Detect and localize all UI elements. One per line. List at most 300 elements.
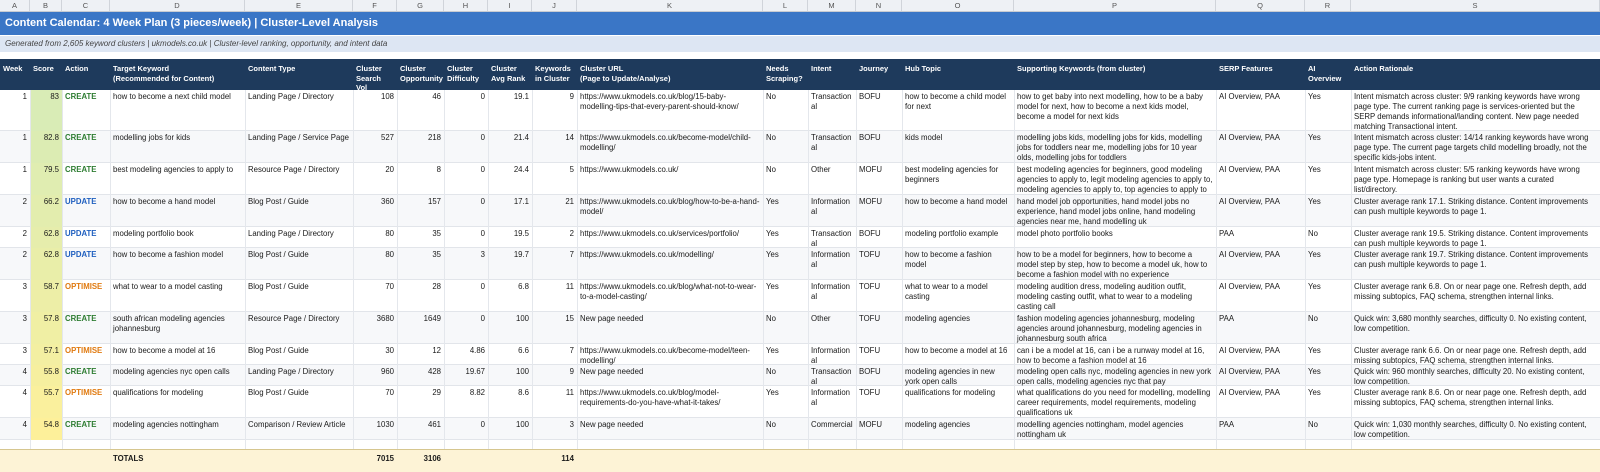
cell-week[interactable]: 2 (22, 250, 27, 259)
cell-ai[interactable]: Yes (1308, 165, 1321, 174)
column-letter-l[interactable]: L (763, 0, 808, 11)
cell-journey[interactable]: TOFU (859, 314, 881, 323)
cell-url[interactable]: https://www.ukmodels.co.uk/blog/how-to-be-a-hand-model/ (580, 197, 760, 216)
grid-line (30, 90, 31, 449)
cell-search-vol[interactable]: 527 (380, 133, 394, 142)
cell-difficulty[interactable]: 0 (480, 420, 485, 429)
table-row[interactable] (0, 195, 1600, 227)
cell-rationale[interactable]: Quick win: 3,680 monthly searches, difficulty 0. No existing content, low competition. (1354, 314, 1587, 333)
cell-hub[interactable]: how to become a child model for next (905, 92, 1006, 111)
cell-avg-rank[interactable]: 19.1 (513, 92, 529, 101)
cell-rationale[interactable]: Quick win: 960 monthly searches, difficulty 20. No existing content, low competition. (1354, 367, 1585, 386)
totals-search-vol[interactable]: 7015 (376, 454, 394, 463)
cell-url[interactable]: https://www.ukmodels.co.uk/blog/model-requirements-do-you-have-what-it-takes/ (580, 388, 721, 407)
column-letter-header[interactable] (0, 0, 1600, 12)
header-keywords[interactable]: Keywords in Cluster (535, 64, 571, 83)
cell-opportunity[interactable]: 157 (427, 197, 441, 206)
cell-supporting[interactable]: what qualifications do you need for modelling, modelling career requirements, model requirements, modeling qualifications uk (1017, 388, 1211, 417)
cell-score[interactable]: 57.8 (30, 312, 62, 344)
cell-url[interactable]: https://www.ukmodels.co.uk/blog/what-not-to-wear-to-a-model-casting/ (580, 282, 757, 301)
cell-journey[interactable]: MOFU (859, 420, 882, 429)
header-scraping[interactable]: Needs Scraping? (766, 64, 803, 83)
cell-week[interactable]: 4 (22, 367, 27, 376)
cell-action[interactable]: CREATE (65, 420, 97, 429)
cell-score[interactable]: 62.8 (30, 248, 62, 280)
cell-hub[interactable]: how to become a hand model (905, 197, 1008, 206)
column-letter-j[interactable]: J (532, 0, 577, 11)
cell-avg-rank[interactable]: 100 (515, 367, 529, 376)
cell-url[interactable]: https://www.ukmodels.co.uk/blog/15-baby-modelling-tips-that-every-parent-should-know/ (580, 92, 739, 111)
cell-ai[interactable]: Yes (1308, 282, 1321, 291)
cell-action[interactable]: CREATE (65, 314, 97, 323)
cell-hub[interactable]: what to wear to a model casting (905, 282, 988, 301)
grid-line (577, 90, 578, 449)
cell-week[interactable]: 4 (22, 388, 27, 397)
cell-score[interactable]: 57.1 (30, 344, 62, 365)
cell-journey[interactable]: BOFU (859, 367, 881, 376)
cell-intent[interactable]: Informational (811, 346, 851, 365)
cell-content-type[interactable]: Resource Page / Directory (248, 314, 340, 323)
cell-action[interactable]: UPDATE (65, 250, 97, 259)
cell-avg-rank[interactable]: 100 (515, 420, 529, 429)
table-row[interactable] (0, 344, 1600, 365)
cell-ai[interactable]: Yes (1308, 367, 1321, 376)
cell-ai[interactable]: Yes (1308, 92, 1321, 101)
cell-search-vol[interactable]: 70 (385, 388, 394, 397)
cell-avg-rank[interactable]: 24.4 (513, 165, 529, 174)
column-letter-i[interactable]: I (488, 0, 532, 11)
cell-supporting[interactable]: model photo portfolio books (1017, 229, 1113, 238)
table-row[interactable] (0, 248, 1600, 280)
cell-content-type[interactable]: Comparison / Review Article (248, 420, 346, 429)
column-letter-g[interactable]: G (397, 0, 444, 11)
grid-line (763, 90, 764, 449)
cell-action[interactable]: OPTIMISE (65, 282, 103, 291)
column-letter-o[interactable]: O (902, 0, 1014, 11)
header-intent[interactable]: Intent (811, 64, 832, 73)
cell-supporting[interactable]: can i be a model at 16, can i be a runway model at 16, how to become a fashion model at 16 (1017, 346, 1205, 365)
table-row[interactable] (0, 386, 1600, 418)
cell-intent[interactable]: Commercial (811, 420, 853, 429)
header-hub[interactable]: Hub Topic (905, 64, 942, 73)
cell-search-vol[interactable]: 360 (380, 197, 394, 206)
cell-opportunity[interactable]: 8 (436, 165, 441, 174)
cell-difficulty[interactable]: 0 (480, 197, 485, 206)
cell-action[interactable]: CREATE (65, 165, 97, 174)
cell-hub[interactable]: kids model (905, 133, 943, 142)
cell-score[interactable]: 79.5 (30, 163, 62, 195)
cell-keywords[interactable]: 15 (565, 314, 574, 323)
cell-keyword[interactable]: south african modeling agencies johannesburg (113, 314, 225, 333)
cell-scraping[interactable]: No (766, 92, 776, 101)
header-action[interactable]: Action (65, 64, 89, 73)
table-row[interactable] (0, 418, 1600, 440)
cell-score[interactable]: 66.2 (30, 195, 62, 227)
header-journey[interactable]: Journey (859, 64, 889, 73)
cell-ai[interactable]: No (1308, 229, 1318, 238)
cell-rationale[interactable]: Intent mismatch across cluster: 9/9 ranking keywords have wrong page type. The current ranking page is services-oriented but the SERP demands informational/landing content. New page needed matching Transactional intent. (1354, 92, 1580, 131)
cell-scraping[interactable]: No (766, 420, 776, 429)
cell-hub[interactable]: best modeling agencies for beginners (905, 165, 999, 184)
cell-serp[interactable]: AI Overview, PAA (1219, 250, 1280, 259)
table-row[interactable] (0, 163, 1600, 195)
cell-scraping[interactable]: No (766, 314, 776, 323)
cell-ai[interactable]: Yes (1308, 197, 1321, 206)
cell-hub[interactable]: how to become a fashion model (905, 250, 992, 269)
table-row[interactable] (0, 227, 1600, 248)
cell-keyword[interactable]: how to become a hand model (113, 197, 216, 206)
cell-rationale[interactable]: Cluster average rank 8.6. On or near page one. Refresh depth, add missing subtopics, FAQ schema, strengthen internal links. (1354, 388, 1587, 407)
spacer-row[interactable] (0, 52, 1600, 59)
cell-search-vol[interactable]: 1030 (376, 420, 394, 429)
cell-scraping[interactable]: No (766, 367, 776, 376)
cell-content-type[interactable]: Blog Post / Guide (248, 250, 309, 259)
cell-url[interactable]: https://www.ukmodels.co.uk/become-model/teen-modelling/ (580, 346, 750, 365)
cell-rationale[interactable]: Cluster average rank 19.7. Striking distance. Content improvements can push multiple keywords to page 1. (1354, 250, 1589, 269)
cell-keywords[interactable]: 7 (569, 250, 574, 259)
cell-ai[interactable]: No (1308, 420, 1318, 429)
cell-journey[interactable]: TOFU (859, 346, 881, 355)
grid-line (1216, 90, 1217, 449)
cell-content-type[interactable]: Landing Page / Directory (248, 367, 334, 376)
cell-difficulty[interactable]: 4.86 (469, 346, 485, 355)
cell-search-vol[interactable]: 108 (380, 92, 394, 101)
table-row[interactable] (0, 90, 1600, 131)
cell-keyword[interactable]: how to become a fashion model (113, 250, 224, 259)
cell-action[interactable]: CREATE (65, 133, 97, 142)
cell-supporting[interactable]: hand model job opportunities, hand model jobs no experience, hand model jobs online, hand modeling agencies near me, hand modelling uk (1017, 197, 1196, 226)
cell-keywords[interactable]: 3 (569, 420, 574, 429)
cell-avg-rank[interactable]: 6.6 (518, 346, 529, 355)
table-row[interactable] (0, 365, 1600, 386)
cell-content-type[interactable]: Landing Page / Service Page (248, 133, 349, 142)
cell-avg-rank[interactable]: 19.5 (513, 229, 529, 238)
cell-search-vol[interactable]: 20 (385, 165, 394, 174)
grid-line (808, 90, 809, 449)
cell-url[interactable]: https://www.ukmodels.co.uk/modelling/ (580, 250, 714, 259)
cell-content-type[interactable]: Blog Post / Guide (248, 346, 309, 355)
header-search-vol[interactable]: Cluster Search Vol (356, 64, 382, 92)
cell-keywords[interactable]: 5 (569, 165, 574, 174)
cell-keyword[interactable]: how to become a model at 16 (113, 346, 216, 355)
cell-serp[interactable]: AI Overview, PAA (1219, 282, 1280, 291)
column-letter-n[interactable]: N (856, 0, 902, 11)
cell-intent[interactable]: Other (811, 314, 831, 323)
column-letter-k[interactable]: K (577, 0, 763, 11)
cell-journey[interactable]: BOFU (859, 92, 881, 101)
cell-avg-rank[interactable]: 19.7 (513, 250, 529, 259)
cell-journey[interactable]: BOFU (859, 229, 881, 238)
cell-url[interactable]: https://www.ukmodels.co.uk/services/portfolio/ (580, 229, 740, 238)
cell-content-type[interactable]: Landing Page / Directory (248, 229, 334, 238)
cell-keywords[interactable]: 21 (565, 197, 574, 206)
cell-rationale[interactable]: Quick win: 1,030 monthly searches, difficulty 0. No existing content, low competition. (1354, 420, 1587, 439)
cell-url[interactable]: New page needed (580, 420, 644, 429)
cell-keyword[interactable]: what to wear to a model casting (113, 282, 223, 291)
cell-intent[interactable]: Transactional (811, 133, 852, 152)
header-keyword[interactable]: Target Keyword (Recommended for Content) (113, 64, 215, 83)
cell-keyword[interactable]: modeling portfolio book (113, 229, 194, 238)
cell-search-vol[interactable]: 70 (385, 282, 394, 291)
cell-supporting[interactable]: fashion modeling agencies johannesburg, modeling agencies around johannesburg, modeling agencies in johannesburg south africa (1017, 314, 1202, 343)
header-url[interactable]: Cluster URL (Page to Update/Analyse) (580, 64, 671, 83)
cell-scraping[interactable]: Yes (766, 282, 779, 291)
cell-score[interactable]: 58.7 (30, 280, 62, 312)
cell-intent[interactable]: Transactional (811, 92, 852, 111)
cell-journey[interactable]: TOFU (859, 388, 881, 397)
cell-difficulty[interactable]: 0 (480, 229, 485, 238)
cell-scraping[interactable]: Yes (766, 250, 779, 259)
cell-supporting[interactable]: how to be a model for beginners, how to become a model step by step, how to become a model uk, how to become a fashion model with no experience (1017, 250, 1208, 279)
cell-opportunity[interactable]: 218 (427, 133, 441, 142)
grid-line (488, 90, 489, 449)
cell-scraping[interactable]: No (766, 133, 776, 142)
table-row[interactable] (0, 131, 1600, 163)
cell-intent[interactable]: Transactional (811, 367, 852, 386)
cell-serp[interactable]: AI Overview, PAA (1219, 388, 1280, 397)
column-letter-a[interactable]: A (0, 0, 30, 11)
column-letter-r[interactable]: R (1305, 0, 1351, 11)
cell-rationale[interactable]: Cluster average rank 19.5. Striking distance. Content improvements can push multiple keywords to page 1. (1354, 229, 1589, 248)
table-row[interactable] (0, 312, 1600, 344)
cell-content-type[interactable]: Blog Post / Guide (248, 282, 309, 291)
grid-line (1351, 90, 1352, 449)
cell-action[interactable]: UPDATE (65, 229, 97, 238)
cell-journey[interactable]: TOFU (859, 250, 881, 259)
cell-url[interactable]: New page needed (580, 314, 644, 323)
cell-week[interactable]: 2 (22, 197, 27, 206)
cell-ai[interactable]: Yes (1308, 388, 1321, 397)
cell-keyword[interactable]: best modeling agencies to apply to (113, 165, 234, 174)
cell-difficulty[interactable]: 19.67 (465, 367, 485, 376)
cell-score[interactable]: 62.8 (30, 227, 62, 248)
cell-search-vol[interactable]: 3680 (376, 314, 394, 323)
cell-difficulty[interactable]: 0 (480, 133, 485, 142)
header-avg-rank[interactable]: Cluster Avg Rank (491, 64, 526, 83)
cell-ai[interactable]: Yes (1308, 250, 1321, 259)
cell-avg-rank[interactable]: 8.6 (518, 388, 529, 397)
header-score[interactable]: Score (33, 64, 54, 73)
cell-supporting[interactable]: how to get baby into next modelling, how to be a baby model for next, how to become a next kids model, become a model for next kids (1017, 92, 1203, 121)
cell-keywords[interactable]: 2 (569, 229, 574, 238)
cell-score[interactable]: 82.8 (30, 131, 62, 163)
cell-opportunity[interactable]: 35 (432, 250, 441, 259)
cell-action[interactable]: CREATE (65, 367, 97, 376)
cell-intent[interactable]: Informational (811, 388, 851, 407)
cell-content-type[interactable]: Landing Page / Directory (248, 92, 334, 101)
cell-supporting[interactable]: modeling open calls nyc, modeling agencies in new york open calls, modeling agencies nyc that pay (1017, 367, 1212, 386)
cell-keywords[interactable]: 7 (569, 346, 574, 355)
cell-supporting[interactable]: modelling jobs kids, modelling jobs for kids, modelling jobs for toddlers near me, modelling jobs for 10 year olds, modelling jobs for toddlers (1017, 133, 1203, 162)
cell-serp[interactable]: AI Overview, PAA (1219, 197, 1280, 206)
cell-rationale[interactable]: Cluster average rank 6.6. On or near page one. Refresh depth, add missing subtopics, FAQ schema, strengthen internal links. (1354, 346, 1587, 365)
cell-difficulty[interactable]: 8.82 (469, 388, 485, 397)
cell-keyword[interactable]: modeling agencies nottingham (113, 420, 219, 429)
cell-hub[interactable]: modeling agencies in new york open calls (905, 367, 995, 386)
cell-keyword[interactable]: modelling jobs for kids (113, 133, 191, 142)
cell-avg-rank[interactable]: 21.4 (513, 133, 529, 142)
cell-week[interactable]: 1 (22, 165, 27, 174)
column-letter-h[interactable]: H (444, 0, 488, 11)
header-content-type[interactable]: Content Type (248, 64, 296, 73)
cell-content-type[interactable]: Resource Page / Directory (248, 165, 340, 174)
cell-action[interactable]: OPTIMISE (65, 388, 103, 397)
header-rationale[interactable]: Action Rationale (1354, 64, 1414, 73)
cell-keywords[interactable]: 14 (565, 133, 574, 142)
cell-ai[interactable]: No (1308, 314, 1318, 323)
cell-difficulty[interactable]: 0 (480, 165, 485, 174)
cell-scraping[interactable]: Yes (766, 388, 779, 397)
cell-rationale[interactable]: Cluster average rank 17.1. Striking distance. Content improvements can push multiple keywords to page 1. (1354, 197, 1589, 216)
grid-line (1305, 90, 1306, 449)
cell-week[interactable]: 1 (22, 92, 27, 101)
header-ai[interactable]: AI Overview (1308, 64, 1342, 83)
cell-journey[interactable]: MOFU (859, 197, 882, 206)
cell-search-vol[interactable]: 80 (385, 229, 394, 238)
cell-score[interactable]: 55.7 (30, 386, 62, 418)
cell-week[interactable]: 3 (22, 346, 27, 355)
cell-rationale[interactable]: Intent mismatch across cluster: 14/14 ranking keywords have wrong page type. The current page targets child modelling broadly, not the specific kids-jobs intent. (1354, 133, 1589, 162)
cell-rationale[interactable]: Intent mismatch across cluster: 5/5 ranking keywords have wrong page type. Homepage is ranking but user wants a curated list/directory. (1354, 165, 1580, 194)
cell-score[interactable]: 54.8 (30, 418, 62, 440)
cell-intent[interactable]: Other (811, 165, 831, 174)
cell-week[interactable]: 4 (22, 420, 27, 429)
cell-serp[interactable]: AI Overview, PAA (1219, 346, 1280, 355)
table-header-row[interactable] (0, 59, 1600, 90)
cell-search-vol[interactable]: 80 (385, 250, 394, 259)
cell-scraping[interactable]: No (766, 165, 776, 174)
cell-opportunity[interactable]: 428 (427, 367, 441, 376)
cell-keywords[interactable]: 9 (569, 367, 574, 376)
cell-scraping[interactable]: Yes (766, 197, 779, 206)
column-letter-p[interactable]: P (1014, 0, 1216, 11)
cell-action[interactable]: CREATE (65, 92, 97, 101)
cell-keywords[interactable]: 9 (569, 92, 574, 101)
cell-opportunity[interactable]: 28 (432, 282, 441, 291)
grid-line (532, 90, 533, 449)
column-letter-b[interactable]: B (30, 0, 62, 11)
grid-line (902, 90, 903, 449)
sheet-title[interactable]: Content Calendar: 4 Week Plan (3 pieces/week) | Cluster-Level Analysis (0, 12, 1600, 35)
column-letter-m[interactable]: M (808, 0, 856, 11)
cell-serp[interactable]: PAA (1219, 314, 1235, 323)
cell-opportunity[interactable]: 29 (432, 388, 441, 397)
column-letter-s[interactable]: S (1351, 0, 1600, 11)
cell-keyword[interactable]: modeling agencies nyc open calls (113, 367, 230, 376)
cell-keyword[interactable]: qualifications for modeling (113, 388, 204, 397)
cell-search-vol[interactable]: 30 (385, 346, 394, 355)
header-supporting[interactable]: Supporting Keywords (from cluster) (1017, 64, 1146, 73)
cell-avg-rank[interactable]: 17.1 (513, 197, 529, 206)
cell-hub[interactable]: modeling agencies (905, 420, 971, 429)
cell-keywords[interactable]: 11 (565, 388, 574, 397)
grid-line (1014, 90, 1015, 449)
column-letter-q[interactable]: Q (1216, 0, 1305, 11)
cell-ai[interactable]: Yes (1308, 133, 1321, 142)
cell-supporting[interactable]: modelling agencies nottingham, model agencies nottingham uk (1017, 420, 1184, 439)
cell-week[interactable]: 2 (22, 229, 27, 238)
cell-difficulty[interactable]: 0 (480, 92, 485, 101)
cell-serp[interactable]: AI Overview, PAA (1219, 133, 1280, 142)
cell-ai[interactable]: Yes (1308, 346, 1321, 355)
cell-intent[interactable]: Transactional (811, 229, 852, 248)
cell-serp[interactable]: AI Overview, PAA (1219, 165, 1280, 174)
totals-keywords[interactable]: 114 (561, 454, 574, 463)
cell-score[interactable]: 83 (30, 90, 62, 131)
cell-content-type[interactable]: Blog Post / Guide (248, 388, 309, 397)
cell-keywords[interactable]: 11 (565, 282, 574, 291)
cell-serp[interactable]: PAA (1219, 420, 1235, 429)
totals-row[interactable] (0, 449, 1600, 472)
column-letter-c[interactable]: C (62, 0, 110, 11)
cell-hub[interactable]: qualifications for modeling (905, 388, 996, 397)
cell-intent[interactable]: Informational (811, 282, 851, 301)
cell-url[interactable]: New page needed (580, 367, 644, 376)
table-row[interactable] (0, 280, 1600, 312)
cell-scraping[interactable]: Yes (766, 229, 779, 238)
cell-supporting[interactable]: modeling audition dress, modeling audition outfit, modeling casting outfit, what to wear to a modeling casting call (1017, 282, 1193, 311)
cell-search-vol[interactable]: 960 (380, 367, 394, 376)
cell-score[interactable]: 55.8 (30, 365, 62, 386)
cell-serp[interactable]: AI Overview, PAA (1219, 367, 1280, 376)
column-letter-f[interactable]: F (353, 0, 397, 11)
cell-opportunity[interactable]: 46 (432, 92, 441, 101)
cell-week[interactable]: 1 (22, 133, 27, 142)
cell-url[interactable]: https://www.ukmodels.co.uk/ (580, 165, 679, 174)
cell-journey[interactable]: MOFU (859, 165, 882, 174)
cell-journey[interactable]: TOFU (859, 282, 881, 291)
cell-action[interactable]: UPDATE (65, 197, 97, 206)
cell-opportunity[interactable]: 461 (427, 420, 441, 429)
cell-scraping[interactable]: Yes (766, 346, 779, 355)
cell-intent[interactable]: Informational (811, 250, 851, 269)
column-letter-e[interactable]: E (245, 0, 353, 11)
cell-serp[interactable]: PAA (1219, 229, 1235, 238)
cell-avg-rank[interactable]: 6.8 (518, 282, 529, 291)
cell-difficulty[interactable]: 0 (480, 314, 485, 323)
cell-opportunity[interactable]: 12 (432, 346, 441, 355)
cell-supporting[interactable]: best modeling agencies for beginners, good modeling agencies to apply to, legit modeling agencies to apply to, modeling agencies to apply to, top agencies to apply to (1017, 165, 1213, 194)
cell-opportunity[interactable]: 1649 (423, 314, 441, 323)
cell-rationale[interactable]: Cluster average rank 6.8. On or near page one. Refresh depth, add missing subtopics, FAQ schema, strengthen internal links. (1354, 282, 1587, 301)
header-week[interactable]: Week (3, 64, 23, 73)
cell-avg-rank[interactable]: 100 (515, 314, 529, 323)
cell-hub[interactable]: how to become a model at 16 (905, 346, 1008, 355)
cell-hub[interactable]: modeling portfolio example (905, 229, 999, 238)
header-opportunity[interactable]: Cluster Opportunity (400, 64, 443, 83)
totals-opportunity[interactable]: 3106 (423, 454, 441, 463)
cell-opportunity[interactable]: 35 (432, 229, 441, 238)
cell-serp[interactable]: AI Overview, PAA (1219, 92, 1280, 101)
cell-week[interactable]: 3 (22, 282, 27, 291)
column-letter-d[interactable]: D (110, 0, 245, 11)
cell-difficulty[interactable]: 0 (480, 282, 485, 291)
cell-difficulty[interactable]: 3 (480, 250, 485, 259)
cell-url[interactable]: https://www.ukmodels.co.uk/become-model/child-modelling/ (580, 133, 751, 152)
cell-action[interactable]: OPTIMISE (65, 346, 103, 355)
totals-label[interactable]: TOTALS (113, 454, 144, 463)
header-serp[interactable]: SERP Features (1219, 64, 1273, 73)
header-difficulty[interactable]: Cluster Difficulty (447, 64, 480, 83)
cell-week[interactable]: 3 (22, 314, 27, 323)
cell-content-type[interactable]: Blog Post / Guide (248, 197, 309, 206)
cell-hub[interactable]: modeling agencies (905, 314, 971, 323)
cell-journey[interactable]: BOFU (859, 133, 881, 142)
sheet-subtitle[interactable]: Generated from 2,605 keyword clusters | ukmodels.co.uk | Cluster-level ranking, opportunity, and intent data (0, 36, 1600, 52)
cell-intent[interactable]: Informational (811, 197, 851, 216)
grid-line (397, 90, 398, 449)
cell-keyword[interactable]: how to become a next child model (113, 92, 231, 101)
